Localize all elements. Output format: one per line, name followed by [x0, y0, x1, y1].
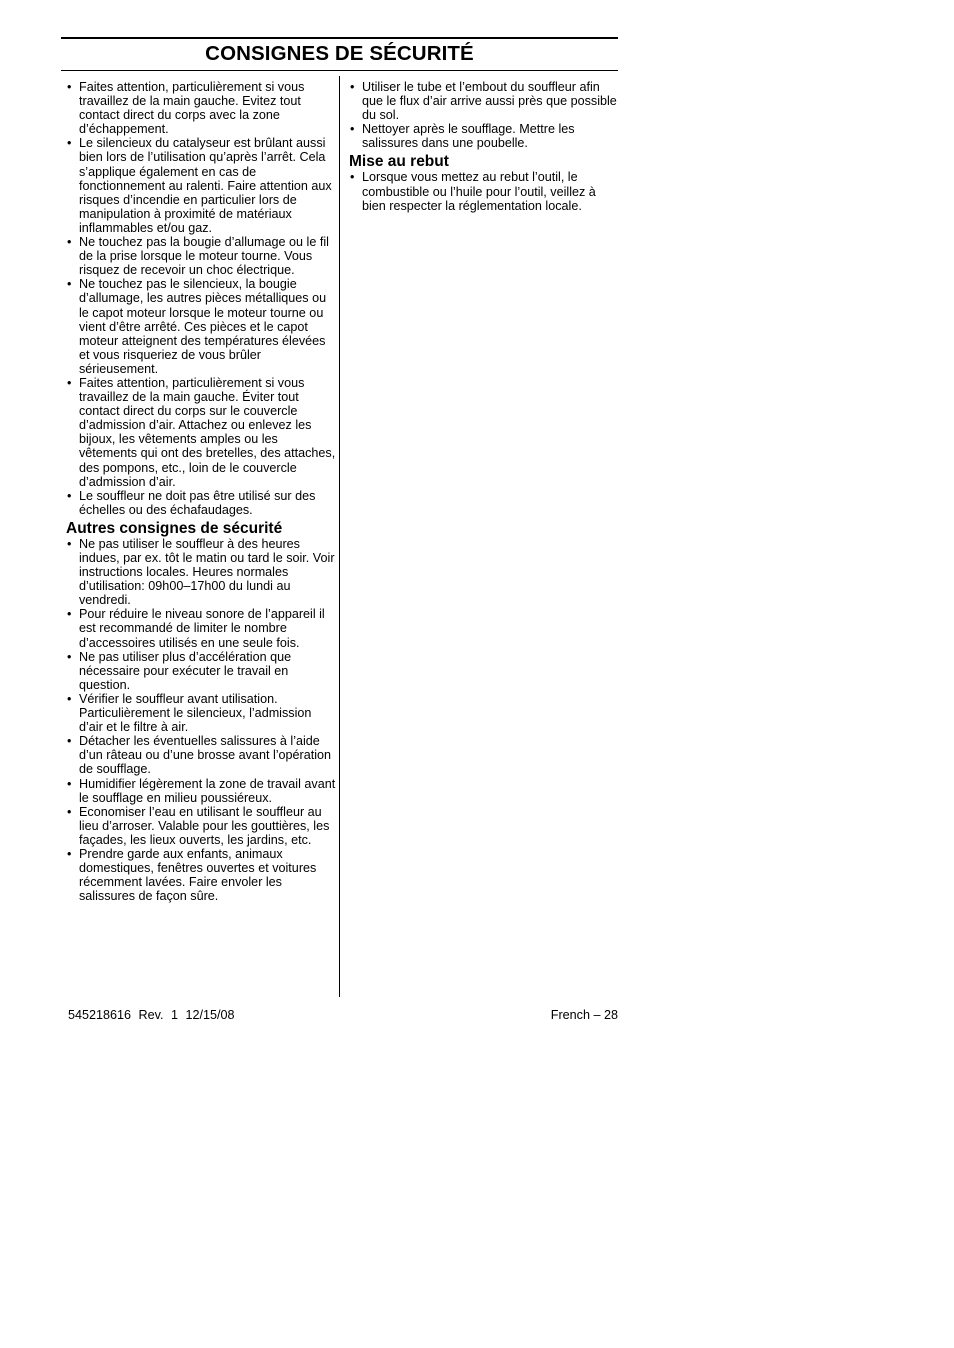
list-item: • Faites attention, particulièrement si vous travaillez de la main gauche. Éviter tout contact direct du corps sur le couvercle d’admission d’air. Attachez ou enlevez les bijoux, les vêtements amples ou les vêtements qui ont des bretelles, des attaches, des pompons, etc., loin de le couvercle d’admission d’air.: [66, 376, 336, 489]
list-item: • Humidifier légèrement la zone de travail avant le soufflage en milieu poussiéreux.: [66, 777, 336, 805]
list-item: • Pour réduire le niveau sonore de l’appareil il est recommandé de limiter le nombre d’accessoires utilisés en une seule fois.: [66, 607, 336, 649]
other-safety-bullet-list: [66, 537, 336, 903]
list-item: • Le souffleur ne doit pas être utilisé sur des échelles ou des échafaudages.: [66, 489, 336, 517]
list-item: • Prendre garde aux enfants, animaux domestiques, fenêtres ouvertes et voitures récemment lavées. Faire envoler les salissures de façon sûre.: [66, 847, 336, 903]
left-column: [66, 80, 336, 903]
footer-page-number: French – 28: [550, 1008, 618, 1022]
page-header: [61, 37, 618, 71]
page-title: CONSIGNES DE SÉCURITÉ: [205, 42, 474, 65]
list-item: • Ne pas utiliser le souffleur à des heures indues, par ex. tôt le matin ou tard le soir. Voir instructions locales. Heures normales d’utilisation: 09h00–17h00 du lundi au vendredi.: [66, 537, 336, 607]
list-item: • Ne touchez pas le silencieux, la bougie d’allumage, les autres pièces métalliques ou le capot moteur lorsque le moteur tourne ou vient d’être arrêté. Ces pièces et le capot moteur atteignent des températures élevées et vous risqueriez de vous brûler sérieusement.: [66, 277, 336, 376]
list-item: • Faites attention, particulièrement si vous travaillez de la main gauche. Evitez tout contact direct du corps avec la zone d’échappement.: [66, 80, 336, 136]
right-column: [349, 80, 617, 213]
list-item: • Ne touchez pas la bougie d’allumage ou le fil de la prise lorsque le moteur tourne. Vous risquez de recevoir un choc électrique.: [66, 235, 336, 277]
list-item: • Le silencieux du catalyseur est brûlant aussi bien lors de l’utilisation qu’après l’arrêt. Cela s’applique également en cas de fonctionnement au ralenti. Faire attention aux risques d’incendie en particulier lors de manipulation à proximité de matériaux inflammables et/ou gaz.: [66, 136, 336, 235]
list-item: • Nettoyer après le soufflage. Mettre les salissures dans une poubelle.: [349, 122, 617, 150]
list-item: • Ne pas utiliser plus d’accélération que nécessaire pour exécuter le travail en question.: [66, 650, 336, 692]
section-heading-other-safety: Autres consignes de sécurité: [66, 519, 283, 537]
list-item: • Economiser l’eau en utilisant le souffleur au lieu d’arroser. Valable pour les gouttières, les façades, les lieux ouverts, les jardins, etc.: [66, 805, 336, 847]
list-item: • Utiliser le tube et l’embout du souffleur afin que le flux d’air arrive aussi près que possible du sol.: [349, 80, 617, 122]
footer-document-id: 545218616 Rev. 1 12/15/08: [68, 1008, 235, 1022]
column-divider: [339, 76, 340, 997]
list-item: • Lorsque vous mettez au rebut l’outil, le combustible ou l’huile pour l’outil, veillez à bien respecter la réglementation locale.: [349, 170, 617, 212]
list-item: • Détacher les éventuelles salissures à l’aide d’un râteau ou d’une brosse avant l’opération de soufflage.: [66, 734, 336, 776]
section-heading-disposal: Mise au rebut: [349, 153, 449, 171]
list-item: • Vérifier le souffleur avant utilisation. Particulièrement le silencieux, l’admission d’air et le filtre à air.: [66, 692, 336, 734]
safety-bullet-list: [66, 80, 336, 517]
disposal-bullet-list: [349, 170, 617, 212]
right-bullet-list: [349, 80, 617, 150]
